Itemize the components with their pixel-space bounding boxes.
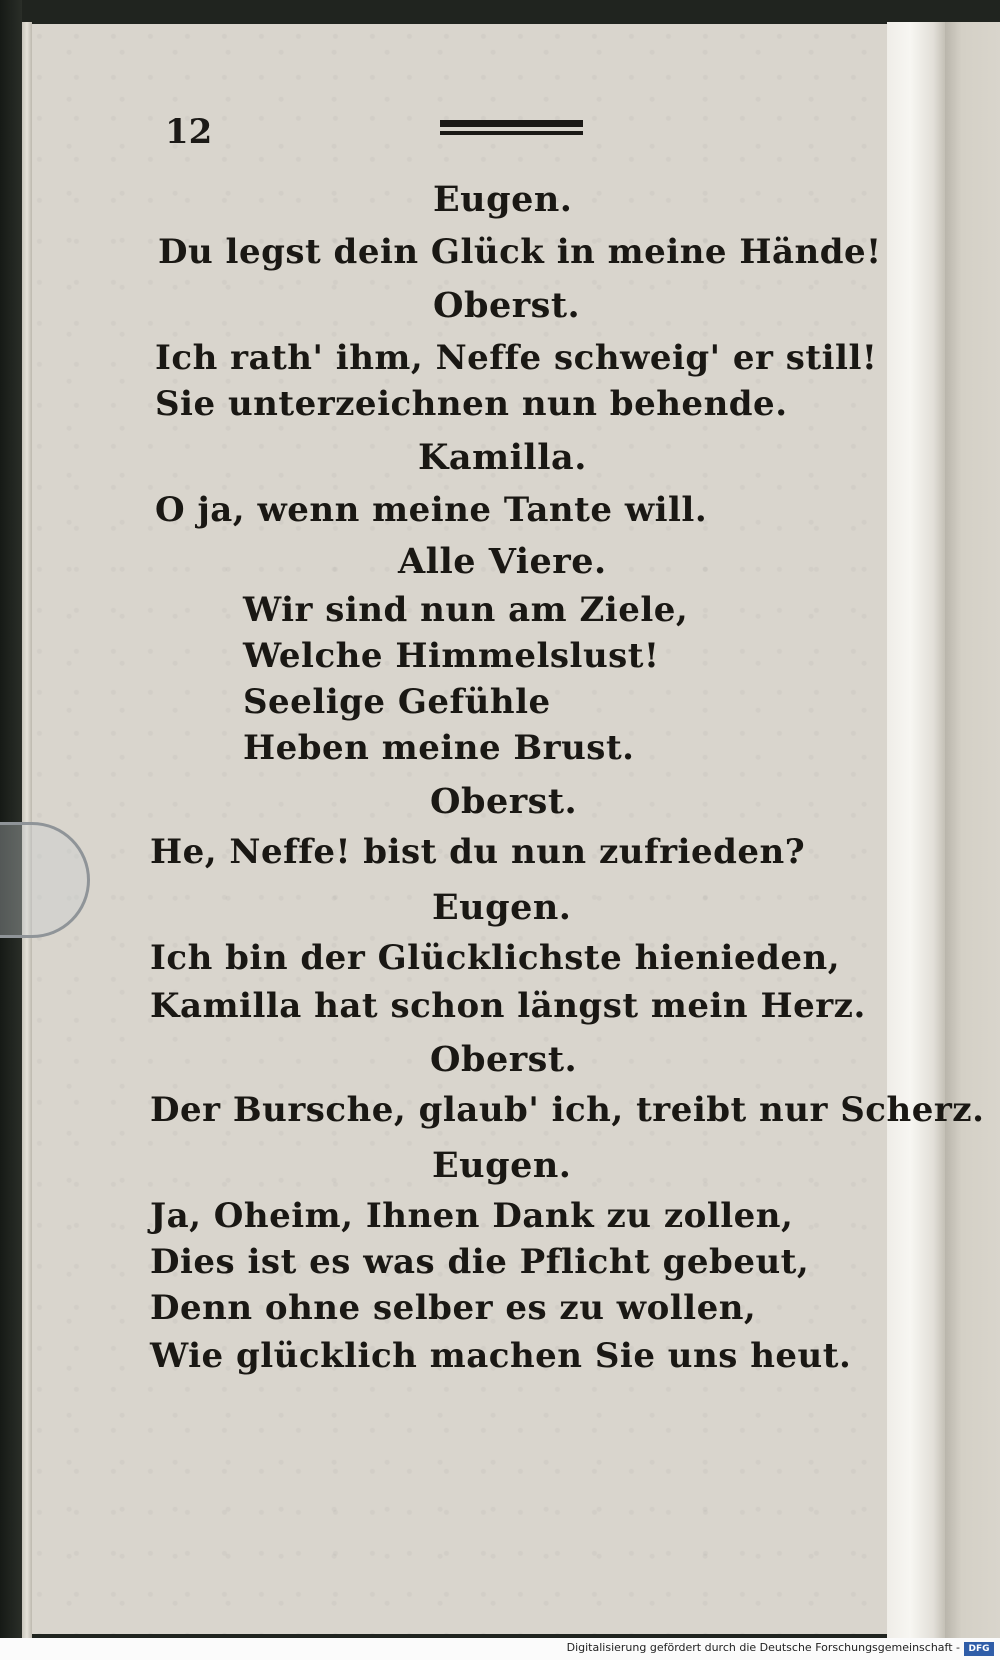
verse-line: Wir sind nun am Ziele, [243,590,689,630]
verse-line: Seelige Gefühle [243,682,551,722]
speaker-label: Oberst. [433,285,581,326]
verse-line: Heben meine Brust. [243,728,635,768]
speaker-label: Eugen. [432,1145,572,1186]
digitization-footer [0,1638,1000,1660]
verse-line: Du legst dein Glück in meine Hände! [158,232,882,272]
speaker-label: Eugen. [433,179,573,220]
speaker-label: Alle Viere. [398,541,607,582]
header-rule [440,120,583,138]
speaker-label: Oberst. [430,1039,578,1080]
facing-page-edge [945,22,1000,1640]
verse-line: Kamilla hat schon längst mein Herz. [150,986,866,1026]
page-number: 12 [165,112,213,152]
verse-line: Dies ist es was die Pflicht gebeut, [150,1242,810,1282]
verse-line: Welche Himmelslust! [243,636,660,676]
speaker-label: Eugen. [432,887,572,928]
verse-line: Der Bursche, glaub' ich, treibt nur Scherz. [150,1090,985,1130]
dfg-logo-icon: DFG [964,1642,994,1656]
footer-credit: Digitalisierung gefördert durch die Deutsche Forschungsgemeinschaft - [566,1641,960,1654]
page-gutter [887,22,945,1640]
verse-line: Wie glücklich machen Sie uns heut. [150,1336,852,1376]
speaker-label: Oberst. [430,781,578,822]
verse-line: Ich rath' ihm, Neffe schweig' er still! [155,338,878,378]
verse-line: Denn ohne selber es zu wollen, [150,1288,757,1328]
verse-line: Ich bin der Glücklichste hienieden, [150,938,841,978]
verse-line: Sie unterzeichnen nun behende. [155,384,788,424]
verse-line: He, Neffe! bist du nun zufrieden? [150,832,806,872]
verse-line: Ja, Oheim, Ihnen Dank zu zollen, [150,1196,794,1236]
speaker-label: Kamilla. [418,437,587,478]
verse-line: O ja, wenn meine Tante will. [155,490,708,530]
